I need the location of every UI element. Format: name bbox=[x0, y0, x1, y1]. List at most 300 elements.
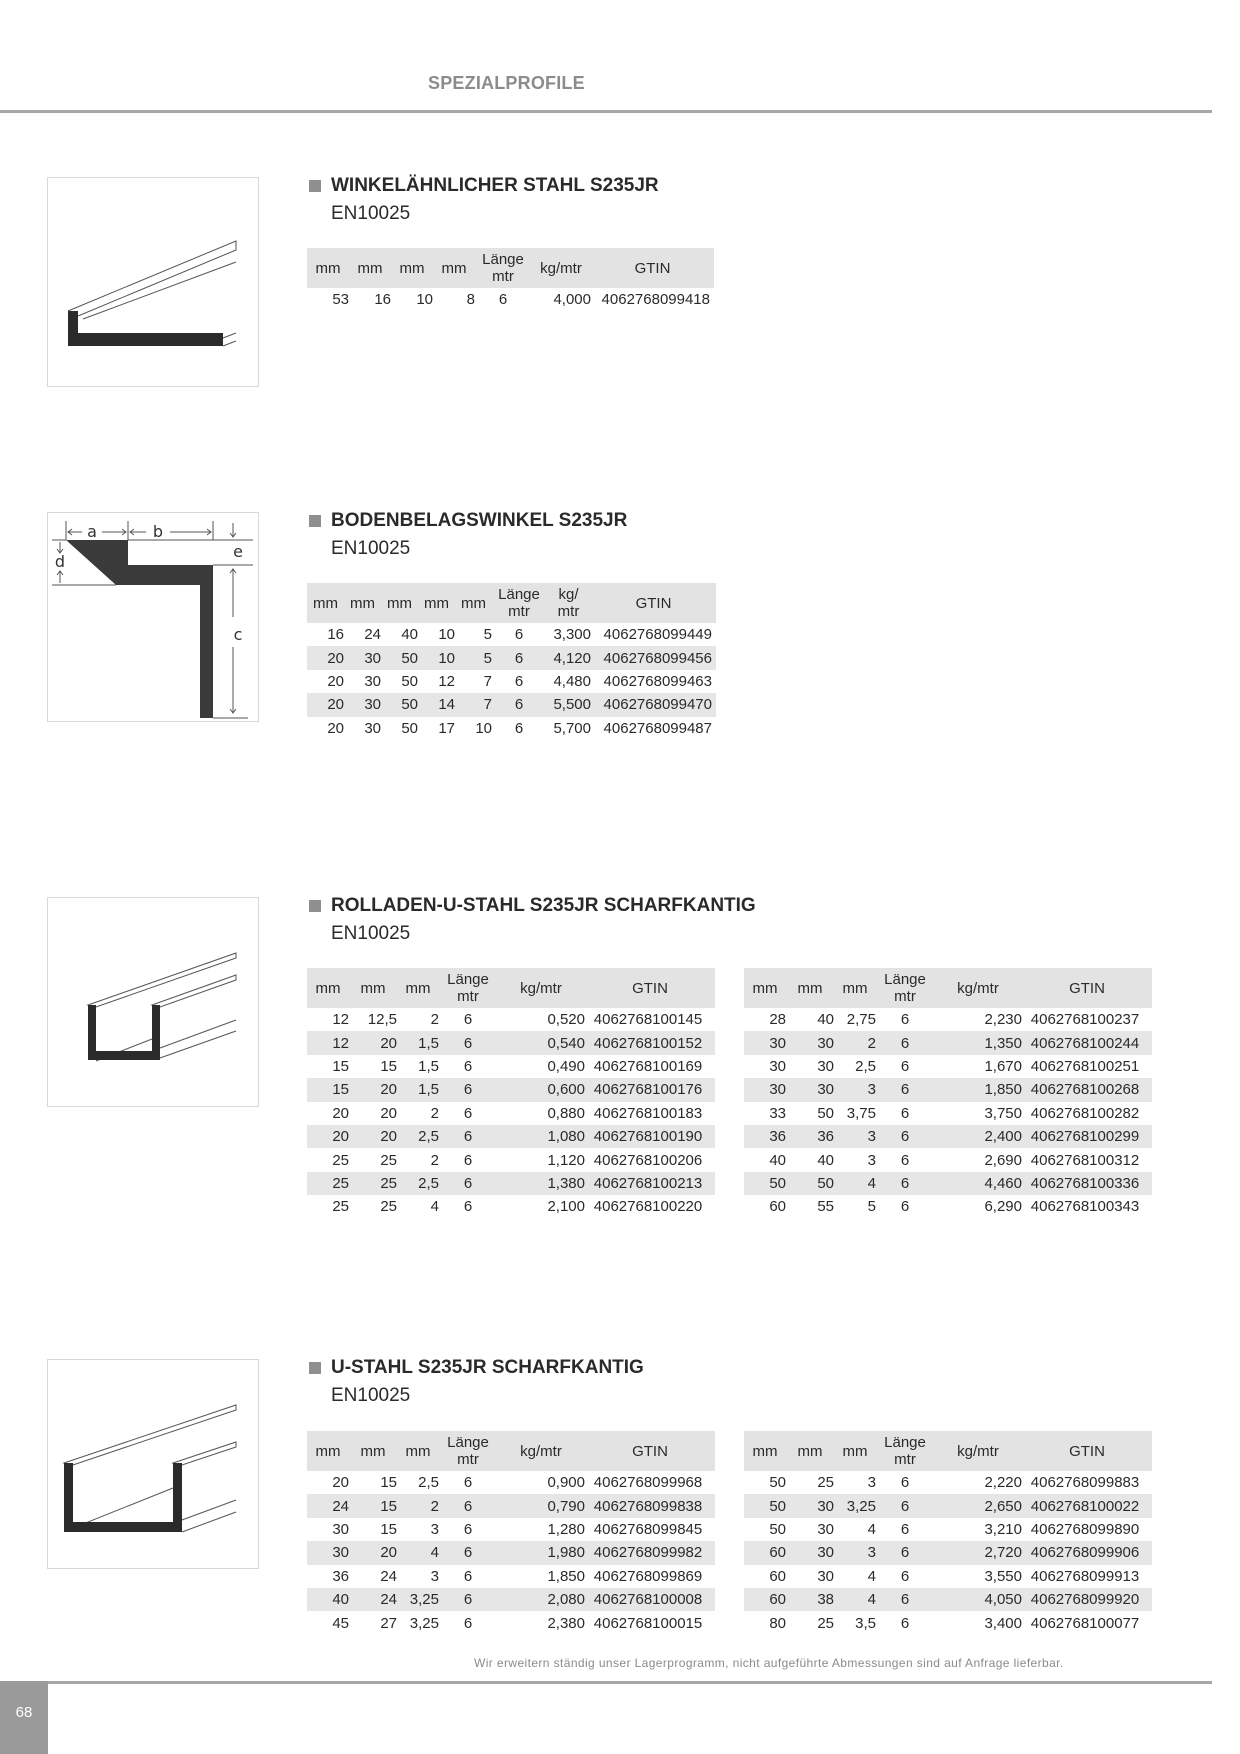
table-cell: 30 bbox=[786, 1078, 834, 1101]
table-cell: 6 bbox=[876, 1078, 934, 1101]
table-cell: 15 bbox=[380, 1057, 397, 1075]
column-header: Länge mtr bbox=[876, 968, 934, 1008]
bodenbelagswinkel-diagram bbox=[47, 512, 259, 722]
table-cell: 3,750 bbox=[984, 1104, 1022, 1122]
table-cell: 14 bbox=[418, 693, 455, 716]
table-cell: 6 bbox=[439, 1031, 497, 1054]
table-cell: 1,5 bbox=[397, 1031, 439, 1054]
table-row bbox=[307, 1148, 715, 1171]
table-cell: 0,600 bbox=[497, 1078, 585, 1101]
table-row bbox=[307, 1031, 715, 1054]
column-header: Länge mtr bbox=[439, 968, 497, 1008]
table-row bbox=[744, 1471, 1152, 1494]
table-cell: 2,690 bbox=[984, 1151, 1022, 1169]
table-cell: 6 bbox=[463, 1057, 473, 1075]
table-cell: 25 bbox=[380, 1151, 397, 1169]
table-cell: 15 bbox=[307, 1078, 349, 1101]
table-cell: 60 bbox=[744, 1588, 786, 1611]
table-cell: 24 bbox=[364, 626, 381, 644]
table-cell: 20 bbox=[349, 1078, 397, 1101]
table-cell: 15 bbox=[349, 1494, 397, 1517]
table-cell: 2,230 bbox=[984, 1011, 1022, 1029]
table-cell: 3 bbox=[430, 1567, 439, 1585]
table-cell: 6 bbox=[463, 1614, 473, 1632]
table-cell: 6 bbox=[900, 1520, 910, 1538]
column-header: kg/mtr bbox=[497, 1431, 585, 1471]
table-cell: 24 bbox=[380, 1567, 397, 1585]
table-cell: 12 bbox=[307, 1031, 349, 1054]
table-cell: 6 bbox=[514, 672, 524, 690]
table-header-row bbox=[307, 968, 715, 1008]
column-header: kg/mtr bbox=[934, 1431, 1022, 1471]
table-cell: 36 bbox=[332, 1567, 349, 1585]
table-cell: 4062768100299 bbox=[1022, 1125, 1152, 1148]
table-cell: 0,520 bbox=[547, 1011, 585, 1029]
column-header: mm bbox=[397, 1431, 439, 1471]
table-cell: 3,75 bbox=[846, 1104, 876, 1122]
column-header: mm bbox=[307, 1431, 349, 1471]
table-cell: 4062768099890 bbox=[1030, 1520, 1140, 1538]
table-cell: 6 bbox=[463, 1567, 473, 1585]
table-row bbox=[307, 1471, 715, 1494]
winkel-profile-image bbox=[47, 177, 259, 387]
table-cell: 3,25 bbox=[397, 1588, 439, 1611]
table-row bbox=[307, 1125, 715, 1148]
rolladen-u-stahl-table-right bbox=[744, 968, 1152, 1219]
table-cell: 6 bbox=[900, 1474, 910, 1492]
table-row bbox=[744, 1078, 1152, 1101]
table-header-row bbox=[307, 1431, 715, 1471]
table-cell: 80 bbox=[769, 1614, 786, 1632]
table-cell: 2,5 bbox=[855, 1057, 876, 1075]
rolladen-u-profile-image bbox=[47, 897, 259, 1107]
table-cell: 30 bbox=[817, 1567, 834, 1585]
table-cell: 1,380 bbox=[497, 1172, 585, 1195]
table-cell: 4062768099883 bbox=[1030, 1474, 1140, 1492]
table-cell: 1,5 bbox=[418, 1057, 439, 1075]
table-cell: 3 bbox=[834, 1541, 876, 1564]
table-cell: 6 bbox=[900, 1567, 910, 1585]
table-cell: 3,300 bbox=[553, 626, 591, 644]
section-norm-winkel: EN10025 bbox=[331, 203, 411, 224]
table-row bbox=[744, 1172, 1152, 1195]
table-cell: 4062768099418 bbox=[601, 291, 710, 309]
table-cell: 4062768099982 bbox=[585, 1541, 715, 1564]
table-cell: 4 bbox=[867, 1567, 876, 1585]
table-row bbox=[744, 1148, 1152, 1171]
table-cell: 12 bbox=[332, 1011, 349, 1029]
table-cell: 10 bbox=[475, 719, 492, 737]
table-cell: 25 bbox=[349, 1172, 397, 1195]
table-cell: 12 bbox=[438, 672, 455, 690]
table-cell: 50 bbox=[401, 672, 418, 690]
table-row bbox=[307, 1195, 715, 1218]
table-cell: 6 bbox=[439, 1494, 497, 1517]
table-row bbox=[307, 1008, 715, 1031]
table-cell: 4062768100312 bbox=[1030, 1151, 1140, 1169]
table-cell: 6 bbox=[463, 1474, 473, 1492]
table-cell: 20 bbox=[349, 1125, 397, 1148]
table-cell: 8 bbox=[466, 291, 475, 309]
column-header: kg/mtr bbox=[497, 968, 585, 1008]
table-cell: 5,700 bbox=[553, 719, 591, 737]
table-cell: 30 bbox=[769, 1057, 786, 1075]
table-cell: 30 bbox=[364, 719, 381, 737]
table-cell: 2,5 bbox=[397, 1125, 439, 1148]
table-cell: 15 bbox=[380, 1520, 397, 1538]
table-cell: 6 bbox=[439, 1172, 497, 1195]
table-cell: 17 bbox=[438, 719, 455, 737]
table-cell: 4062768099456 bbox=[591, 646, 716, 669]
table-cell: 10 bbox=[416, 291, 433, 309]
table-cell: 4062768099470 bbox=[591, 693, 716, 716]
table-row bbox=[744, 1588, 1152, 1611]
table-cell: 15 bbox=[380, 1474, 397, 1492]
column-header: mm bbox=[391, 248, 433, 288]
table-cell: 60 bbox=[769, 1198, 786, 1216]
table-cell: 4062768099920 bbox=[1022, 1588, 1152, 1611]
table-cell: 4062768100077 bbox=[1030, 1614, 1140, 1632]
column-header: mm bbox=[381, 583, 418, 623]
table-cell: 4062768100237 bbox=[1030, 1011, 1140, 1029]
table-cell: 2,5 bbox=[397, 1172, 439, 1195]
table-cell: 6 bbox=[439, 1125, 497, 1148]
section-title-bodenbelagswinkel: BODENBELAGSWINKEL S235JR bbox=[309, 510, 627, 532]
table-cell: 2 bbox=[430, 1104, 439, 1122]
table-cell: 6 bbox=[876, 1541, 934, 1564]
rolladen-u-stahl-table-left bbox=[307, 968, 715, 1219]
table-cell: 6 bbox=[463, 1011, 473, 1029]
column-header: mm bbox=[834, 968, 876, 1008]
table-cell: 4062768100268 bbox=[1022, 1078, 1152, 1101]
column-header: GTIN bbox=[1022, 968, 1152, 1008]
table-cell: 4062768099968 bbox=[593, 1474, 703, 1492]
table-cell: 25 bbox=[817, 1614, 834, 1632]
table-cell: 1,670 bbox=[984, 1057, 1022, 1075]
header-divider bbox=[0, 110, 1212, 113]
table-cell: 30 bbox=[786, 1031, 834, 1054]
table-row bbox=[307, 1565, 715, 1588]
table-row bbox=[307, 670, 716, 693]
table-cell: 0,490 bbox=[547, 1057, 585, 1075]
column-header: mm bbox=[349, 1431, 397, 1471]
table-cell: 3,550 bbox=[984, 1567, 1022, 1585]
table-row bbox=[307, 693, 716, 716]
table-cell: 30 bbox=[344, 693, 381, 716]
table-cell: 2,220 bbox=[984, 1474, 1022, 1492]
table-row bbox=[307, 1611, 715, 1634]
table-cell: 6 bbox=[900, 1104, 910, 1122]
table-cell: 25 bbox=[332, 1151, 349, 1169]
table-row bbox=[744, 1008, 1152, 1031]
table-cell: 3,400 bbox=[984, 1614, 1022, 1632]
table-cell: 6 bbox=[514, 719, 524, 737]
table-cell: 6 bbox=[463, 1151, 473, 1169]
table-cell: 3 bbox=[430, 1520, 439, 1538]
table-cell: 27 bbox=[380, 1614, 397, 1632]
table-header-row bbox=[307, 248, 714, 288]
table-cell: 20 bbox=[380, 1104, 397, 1122]
table-cell: 4062768100343 bbox=[1030, 1198, 1140, 1216]
section-title-rolladen-u-stahl: ROLLADEN-U-STAHL S235JR SCHARFKANTIG bbox=[309, 895, 756, 917]
table-cell: 4062768100220 bbox=[593, 1198, 703, 1216]
table-cell: 53 bbox=[332, 291, 349, 309]
column-header: kg/mtr bbox=[934, 968, 1022, 1008]
table-cell: 10 bbox=[418, 646, 455, 669]
table-cell: 4062768099913 bbox=[1030, 1567, 1140, 1585]
table-cell: 50 bbox=[769, 1520, 786, 1538]
table-cell: 20 bbox=[332, 1474, 349, 1492]
table-cell: 36 bbox=[786, 1125, 834, 1148]
table-cell: 30 bbox=[344, 646, 381, 669]
table-cell: 4,050 bbox=[934, 1588, 1022, 1611]
table-cell: 2,75 bbox=[846, 1011, 876, 1029]
table-cell: 4062768099487 bbox=[603, 719, 712, 737]
dim-label-b: b bbox=[152, 522, 164, 541]
table-cell: 4062768099906 bbox=[1022, 1541, 1152, 1564]
table-cell: 3 bbox=[834, 1078, 876, 1101]
table-cell: 2,400 bbox=[934, 1125, 1022, 1148]
section-marker bbox=[309, 900, 321, 912]
dim-label-d: d bbox=[54, 552, 66, 571]
column-header: mm bbox=[786, 1431, 834, 1471]
table-cell: 0,900 bbox=[547, 1474, 585, 1492]
table-cell: 2,100 bbox=[547, 1198, 585, 1216]
table-cell: 6 bbox=[498, 291, 508, 309]
table-cell: 33 bbox=[769, 1104, 786, 1122]
table-cell: 4,480 bbox=[553, 672, 591, 690]
table-cell: 2,720 bbox=[934, 1541, 1022, 1564]
table-cell: 4 bbox=[834, 1588, 876, 1611]
table-cell: 0,540 bbox=[497, 1031, 585, 1054]
table-cell: 4 bbox=[397, 1541, 439, 1564]
table-cell: 1,850 bbox=[934, 1078, 1022, 1101]
table-cell: 50 bbox=[744, 1172, 786, 1195]
table-cell: 60 bbox=[769, 1567, 786, 1585]
table-cell: 4062768100190 bbox=[585, 1125, 715, 1148]
column-header: Länge mtr bbox=[876, 1431, 934, 1471]
table-row bbox=[744, 1102, 1152, 1125]
table-cell: 50 bbox=[401, 719, 418, 737]
table-cell: 20 bbox=[307, 693, 344, 716]
table-cell: 6 bbox=[492, 693, 546, 716]
table-header-row bbox=[744, 1431, 1152, 1471]
table-cell: 6 bbox=[492, 646, 546, 669]
table-cell: 5 bbox=[867, 1198, 876, 1216]
table-cell: 40 bbox=[817, 1151, 834, 1169]
table-cell: 4 bbox=[834, 1172, 876, 1195]
table-cell: 40 bbox=[769, 1151, 786, 1169]
column-header: mm bbox=[433, 248, 475, 288]
table-cell: 50 bbox=[381, 693, 418, 716]
winkel-table bbox=[307, 248, 714, 311]
table-cell: 2,080 bbox=[497, 1588, 585, 1611]
table-cell: 16 bbox=[327, 626, 344, 644]
table-cell: 20 bbox=[307, 646, 344, 669]
table-cell: 45 bbox=[332, 1614, 349, 1632]
table-cell: 6 bbox=[439, 1078, 497, 1101]
table-cell: 6 bbox=[463, 1198, 473, 1216]
table-cell: 6 bbox=[900, 1198, 910, 1216]
table-cell: 2 bbox=[430, 1151, 439, 1169]
table-cell: 30 bbox=[817, 1057, 834, 1075]
column-header: mm bbox=[307, 248, 349, 288]
table-cell: 24 bbox=[307, 1494, 349, 1517]
table-cell: 20 bbox=[327, 672, 344, 690]
table-row bbox=[307, 1518, 715, 1541]
table-cell: 5,500 bbox=[546, 693, 591, 716]
table-cell: 25 bbox=[307, 1172, 349, 1195]
table-cell: 3,25 bbox=[409, 1614, 439, 1632]
table-cell: 16 bbox=[374, 291, 391, 309]
column-header: GTIN bbox=[585, 968, 715, 1008]
table-cell: 10 bbox=[438, 626, 455, 644]
table-row bbox=[307, 646, 716, 669]
column-header: mm bbox=[418, 583, 455, 623]
section-norm-rolladen-u-stahl: EN10025 bbox=[331, 923, 411, 944]
table-cell: 1,120 bbox=[547, 1151, 585, 1169]
table-cell: 1,980 bbox=[497, 1541, 585, 1564]
table-cell: 50 bbox=[769, 1474, 786, 1492]
table-cell: 4062768100244 bbox=[1022, 1031, 1152, 1054]
table-cell: 20 bbox=[332, 1104, 349, 1122]
table-cell: 2 bbox=[834, 1031, 876, 1054]
table-cell: 4062768100251 bbox=[1030, 1057, 1140, 1075]
table-cell: 25 bbox=[332, 1198, 349, 1216]
column-header: mm bbox=[344, 583, 381, 623]
table-cell: 3,210 bbox=[984, 1520, 1022, 1538]
table-row bbox=[744, 1541, 1152, 1564]
u-stahl-profile-image bbox=[47, 1359, 259, 1569]
table-row bbox=[307, 1102, 715, 1125]
table-cell: 4062768099449 bbox=[603, 626, 712, 644]
table-cell: 50 bbox=[817, 1104, 834, 1122]
table-cell: 4062768100008 bbox=[585, 1588, 715, 1611]
table-cell: 6 bbox=[876, 1172, 934, 1195]
table-cell: 0,790 bbox=[497, 1494, 585, 1517]
table-cell: 6 bbox=[876, 1125, 934, 1148]
table-cell: 6 bbox=[463, 1520, 473, 1538]
table-cell: 60 bbox=[744, 1541, 786, 1564]
column-header: kg/mtr bbox=[531, 248, 591, 288]
u-stahl-table-right bbox=[744, 1431, 1152, 1635]
table-cell: 20 bbox=[349, 1031, 397, 1054]
table-cell: 20 bbox=[349, 1541, 397, 1564]
table-row bbox=[744, 1195, 1152, 1218]
table-cell: 4,120 bbox=[546, 646, 591, 669]
column-header: mm bbox=[349, 968, 397, 1008]
table-cell: 20 bbox=[307, 1125, 349, 1148]
column-header: GTIN bbox=[591, 583, 716, 623]
dim-label-e: e bbox=[233, 542, 243, 561]
column-header: mm bbox=[786, 968, 834, 1008]
table-cell: 6,290 bbox=[984, 1198, 1022, 1216]
dim-label-a: a bbox=[87, 522, 97, 541]
column-header: mm bbox=[744, 1431, 786, 1471]
column-header: mm bbox=[307, 968, 349, 1008]
table-cell: 4,000 bbox=[553, 291, 591, 309]
table-cell: 4062768100206 bbox=[593, 1151, 703, 1169]
bodenbelagswinkel-table bbox=[307, 583, 716, 740]
table-cell: 30 bbox=[786, 1541, 834, 1564]
table-row bbox=[307, 288, 714, 311]
table-cell: 25 bbox=[380, 1198, 397, 1216]
table-row bbox=[307, 1541, 715, 1564]
table-cell: 7 bbox=[483, 672, 492, 690]
table-header-row bbox=[307, 583, 716, 623]
table-cell: 38 bbox=[786, 1588, 834, 1611]
section-marker bbox=[309, 1362, 321, 1374]
table-cell: 6 bbox=[900, 1614, 910, 1632]
table-row bbox=[307, 623, 716, 646]
table-cell: 50 bbox=[381, 646, 418, 669]
table-cell: 3 bbox=[834, 1125, 876, 1148]
table-row bbox=[307, 717, 716, 740]
table-cell: 4 bbox=[430, 1198, 439, 1216]
table-cell: 4062768100183 bbox=[593, 1104, 703, 1122]
section-norm-u-stahl: EN10025 bbox=[331, 1385, 411, 1406]
table-cell: 4062768100145 bbox=[593, 1011, 703, 1029]
table-cell: 6 bbox=[900, 1011, 910, 1029]
table-cell: 6 bbox=[439, 1541, 497, 1564]
column-header: mm bbox=[349, 248, 391, 288]
table-row bbox=[744, 1494, 1152, 1517]
table-cell: 6 bbox=[876, 1588, 934, 1611]
table-cell: 6 bbox=[514, 626, 524, 644]
section-marker bbox=[309, 180, 321, 192]
column-header: GTIN bbox=[1022, 1431, 1152, 1471]
table-row bbox=[744, 1611, 1152, 1634]
table-cell: 50 bbox=[744, 1494, 786, 1517]
table-cell: 6 bbox=[876, 1031, 934, 1054]
table-cell: 5 bbox=[483, 626, 492, 644]
table-cell: 25 bbox=[817, 1474, 834, 1492]
table-cell: 3,25 bbox=[834, 1494, 876, 1517]
table-cell: 40 bbox=[307, 1588, 349, 1611]
column-header: GTIN bbox=[585, 1431, 715, 1471]
section-marker bbox=[309, 515, 321, 527]
table-row bbox=[744, 1565, 1152, 1588]
table-cell: 6 bbox=[439, 1588, 497, 1611]
table-cell: 24 bbox=[349, 1588, 397, 1611]
table-cell: 1,350 bbox=[934, 1031, 1022, 1054]
table-cell: 2,380 bbox=[547, 1614, 585, 1632]
table-cell: 1,080 bbox=[497, 1125, 585, 1148]
column-header: Länge mtr bbox=[492, 583, 546, 623]
table-cell: 1,5 bbox=[397, 1078, 439, 1101]
table-cell: 30 bbox=[744, 1078, 786, 1101]
table-cell: 30 bbox=[332, 1520, 349, 1538]
table-cell: 4062768100336 bbox=[1022, 1172, 1152, 1195]
column-header: mm bbox=[307, 583, 344, 623]
column-header: Länge mtr bbox=[475, 248, 531, 288]
table-cell: 2,650 bbox=[934, 1494, 1022, 1517]
table-cell: 2,5 bbox=[418, 1474, 439, 1492]
table-cell: 4062768100176 bbox=[585, 1078, 715, 1101]
dim-label-c: c bbox=[233, 625, 243, 644]
u-stahl-table-left bbox=[307, 1431, 715, 1635]
table-cell: 55 bbox=[817, 1198, 834, 1216]
table-cell: 4062768100152 bbox=[585, 1031, 715, 1054]
table-cell: 30 bbox=[817, 1520, 834, 1538]
column-header: GTIN bbox=[591, 248, 714, 288]
table-cell: 12,5 bbox=[367, 1011, 397, 1029]
table-header-row bbox=[744, 968, 1152, 1008]
footnote: Wir erweitern ständig unser Lagerprogramm, nicht aufgeführte Abmessungen sind auf Anfrage lieferbar. bbox=[474, 1656, 1064, 1670]
column-header: mm bbox=[397, 968, 439, 1008]
table-row bbox=[307, 1078, 715, 1101]
footer-divider bbox=[48, 1681, 1212, 1684]
